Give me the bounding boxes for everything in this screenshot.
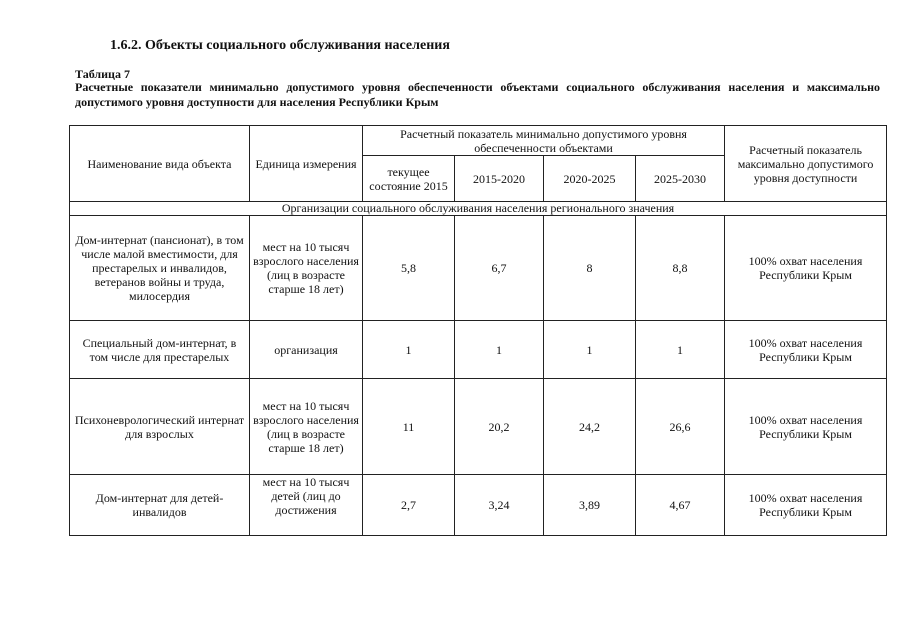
value-2025-2030-cell: 26,6 — [636, 379, 725, 475]
table-caption: Расчетные показатели минимально допустимого уровня обеспеченности объектами социального обслуживания населения и максимально допустимого уровня доступности для населения Республики Крым — [75, 80, 880, 109]
section-heading: 1.6.2. Объекты социального обслуживания населения — [110, 38, 450, 53]
value-current-cell: 5,8 — [363, 216, 455, 321]
value-2025-2030-cell: 4,67 — [636, 475, 725, 536]
subheader-current: текущее состояние 2015 — [363, 156, 455, 202]
value-2020-2025-cell: 1 — [544, 321, 636, 379]
subheader-2015-2020: 2015-2020 — [455, 156, 544, 202]
table-row — [70, 379, 887, 475]
header-object-name: Наименование вида объекта — [70, 126, 250, 202]
access-cell: 100% охват населения Республики Крым — [725, 321, 887, 379]
value-current-cell: 11 — [363, 379, 455, 475]
value-2025-2030-cell: 8,8 — [636, 216, 725, 321]
access-cell: 100% охват населения Республики Крым — [725, 379, 887, 475]
value-current-cell: 1 — [363, 321, 455, 379]
object-name-cell: Психоневрологический интернат для взрослых — [70, 379, 250, 475]
object-name-cell: Специальный дом-интернат, в том числе для престарелых — [70, 321, 250, 379]
table-row — [70, 475, 887, 536]
header-min-level: Расчетный показатель минимально допустимого уровня обеспеченности объектами — [363, 126, 725, 156]
value-2020-2025-cell: 3,89 — [544, 475, 636, 536]
section-title: Организации социального обслуживания населения регионального значения — [70, 202, 887, 216]
access-cell: 100% охват населения Республики Крым — [725, 216, 887, 321]
header-row — [70, 126, 887, 156]
subheader-2020-2025: 2020-2025 — [544, 156, 636, 202]
table-row — [70, 216, 887, 321]
unit-cell: мест на 10 тысяч взрослого населения (лиц в возрасте старше 18 лет) — [250, 379, 363, 475]
value-2015-2020-cell: 3,24 — [455, 475, 544, 536]
unit-text: мест на 10 тысяч детей (лиц до достижения — [262, 475, 350, 517]
object-name-cell: Дом-интернат (пансионат), в том числе малой вместимости, для престарелых и инвалидов, ветеранов войны и труда, милосердия — [70, 216, 250, 321]
value-2020-2025-cell: 24,2 — [544, 379, 636, 475]
indicators-table — [69, 125, 887, 536]
header-max-access: Расчетный показатель максимально допустимого уровня доступности — [725, 126, 887, 202]
table-number: Таблица 7 — [75, 67, 130, 81]
unit-cell: мест на 10 тысяч взрослого населения (лиц в возрасте старше 18 лет) — [250, 216, 363, 321]
object-name-cell: Дом-интернат для детей-инвалидов — [70, 475, 250, 536]
value-2015-2020-cell: 20,2 — [455, 379, 544, 475]
value-2025-2030-cell: 1 — [636, 321, 725, 379]
value-2020-2025-cell: 8 — [544, 216, 636, 321]
subheader-2025-2030: 2025-2030 — [636, 156, 725, 202]
value-2015-2020-cell: 1 — [455, 321, 544, 379]
unit-cell: организация — [250, 321, 363, 379]
unit-cell — [250, 475, 363, 536]
section-row — [70, 202, 887, 216]
value-current-cell: 2,7 — [363, 475, 455, 536]
header-unit: Единица измерения — [250, 126, 363, 202]
table-row — [70, 321, 887, 379]
value-2015-2020-cell: 6,7 — [455, 216, 544, 321]
access-cell: 100% охват населения Республики Крым — [725, 475, 887, 536]
